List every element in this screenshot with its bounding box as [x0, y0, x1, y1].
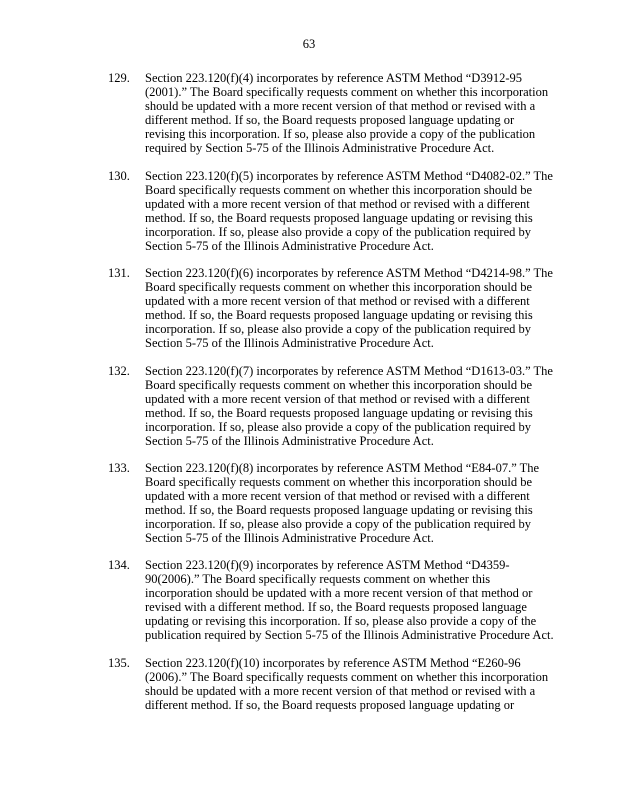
text-line: incorporation. If so, please also provide a copy of the publication required by	[145, 419, 531, 434]
item-number: 131.	[108, 266, 130, 280]
text-line: revised with a different method. If so, the Board requests proposed language	[145, 599, 527, 614]
text-line: Section 5-75 of the Illinois Administrative Procedure Act.	[145, 530, 434, 545]
text-line: required by Section 5-75 of the Illinois Administrative Procedure Act.	[145, 140, 495, 155]
text-line: incorporation. If so, please also provide a copy of the publication required by	[145, 224, 531, 239]
item-number: 130.	[108, 169, 130, 183]
text-line: Section 223.120(f)(5) incorporates by reference ASTM Method “D4082-02.” The	[145, 169, 553, 183]
text-line: updated with a more recent version of that method or revised with a different	[145, 391, 530, 406]
text-line: should be updated with a more recent version of that method or revised with a	[145, 98, 536, 113]
text-line: method. If so, the Board requests proposed language updating or revising this	[145, 307, 533, 322]
text-line: Section 223.120(f)(10) incorporates by reference ASTM Method “E260-96	[145, 656, 521, 670]
text-line: method. If so, the Board requests proposed language updating or revising this	[145, 405, 533, 420]
text-line: different method. If so, the Board requests proposed language updating or	[145, 112, 515, 127]
text-line: publication required by Section 5-75 of the Illinois Administrative Procedure Act.	[145, 627, 554, 642]
text-line: updated with a more recent version of that method or revised with a different	[145, 196, 530, 211]
text-line: (2006).” The Board specifically requests comment on whether this incorporation	[145, 669, 549, 684]
list-item	[108, 365, 553, 448]
text-line: should be updated with a more recent version of that method or revised with a	[145, 683, 536, 698]
text-line: method. If so, the Board requests proposed language updating or revising this	[145, 502, 533, 517]
item-text	[145, 72, 548, 155]
text-line: Board specifically requests comment on whether this incorporation should be	[145, 474, 533, 489]
text-line: Board specifically requests comment on whether this incorporation should be	[145, 377, 533, 392]
page-number: 63	[302, 37, 316, 51]
text-line: Section 5-75 of the Illinois Administrative Procedure Act.	[145, 335, 434, 350]
item-number: 129.	[108, 71, 130, 85]
text-line: (2001).” The Board specifically requests comment on whether this incorporation	[145, 84, 549, 99]
list-item	[108, 462, 539, 545]
item-number: 135.	[108, 656, 130, 670]
text-line: 90(2006).” The Board specifically requests comment on whether this	[145, 571, 491, 586]
list-item	[108, 72, 548, 155]
text-line: Section 223.120(f)(7) incorporates by reference ASTM Method “D1613-03.” The	[145, 364, 553, 378]
text-line: revising this incorporation. If so, please also provide a copy of the publication	[145, 126, 536, 141]
text-line: incorporation. If so, please also provide a copy of the publication required by	[145, 321, 531, 336]
text-line: updated with a more recent version of that method or revised with a different	[145, 488, 530, 503]
item-text	[145, 267, 553, 350]
item-number: 132.	[108, 364, 130, 378]
list-item	[108, 559, 554, 642]
list-item	[108, 657, 548, 713]
text-line: Section 5-75 of the Illinois Administrative Procedure Act.	[145, 433, 434, 448]
text-line: Board specifically requests comment on whether this incorporation should be	[145, 182, 533, 197]
text-line: incorporation should be updated with a more recent version of that method or	[145, 585, 533, 600]
item-number: 134.	[108, 558, 130, 572]
text-line: updating or revising this incorporation. If so, please also provide a copy of the	[145, 613, 537, 628]
text-line: incorporation. If so, please also provide a copy of the publication required by	[145, 516, 531, 531]
item-text	[145, 657, 548, 713]
text-line: Section 223.120(f)(4) incorporates by reference ASTM Method “D3912-95	[145, 71, 522, 85]
text-line: method. If so, the Board requests proposed language updating or revising this	[145, 210, 533, 225]
list-item	[108, 170, 553, 253]
text-line: Section 223.120(f)(9) incorporates by reference ASTM Method “D4359-	[145, 558, 510, 572]
list-item	[108, 267, 553, 350]
text-line: Section 223.120(f)(8) incorporates by reference ASTM Method “E84-07.” The	[145, 461, 540, 475]
item-text	[145, 170, 553, 253]
text-line: updated with a more recent version of that method or revised with a different	[145, 293, 530, 308]
item-text	[145, 365, 553, 448]
item-text	[145, 462, 539, 545]
text-line: Section 5-75 of the Illinois Administrative Procedure Act.	[145, 238, 434, 253]
item-number: 133.	[108, 461, 130, 475]
text-line: Board specifically requests comment on whether this incorporation should be	[145, 279, 533, 294]
text-line: Section 223.120(f)(6) incorporates by reference ASTM Method “D4214-98.” The	[145, 266, 553, 280]
text-line: different method. If so, the Board requests proposed language updating or	[145, 697, 515, 712]
item-text	[145, 559, 554, 642]
